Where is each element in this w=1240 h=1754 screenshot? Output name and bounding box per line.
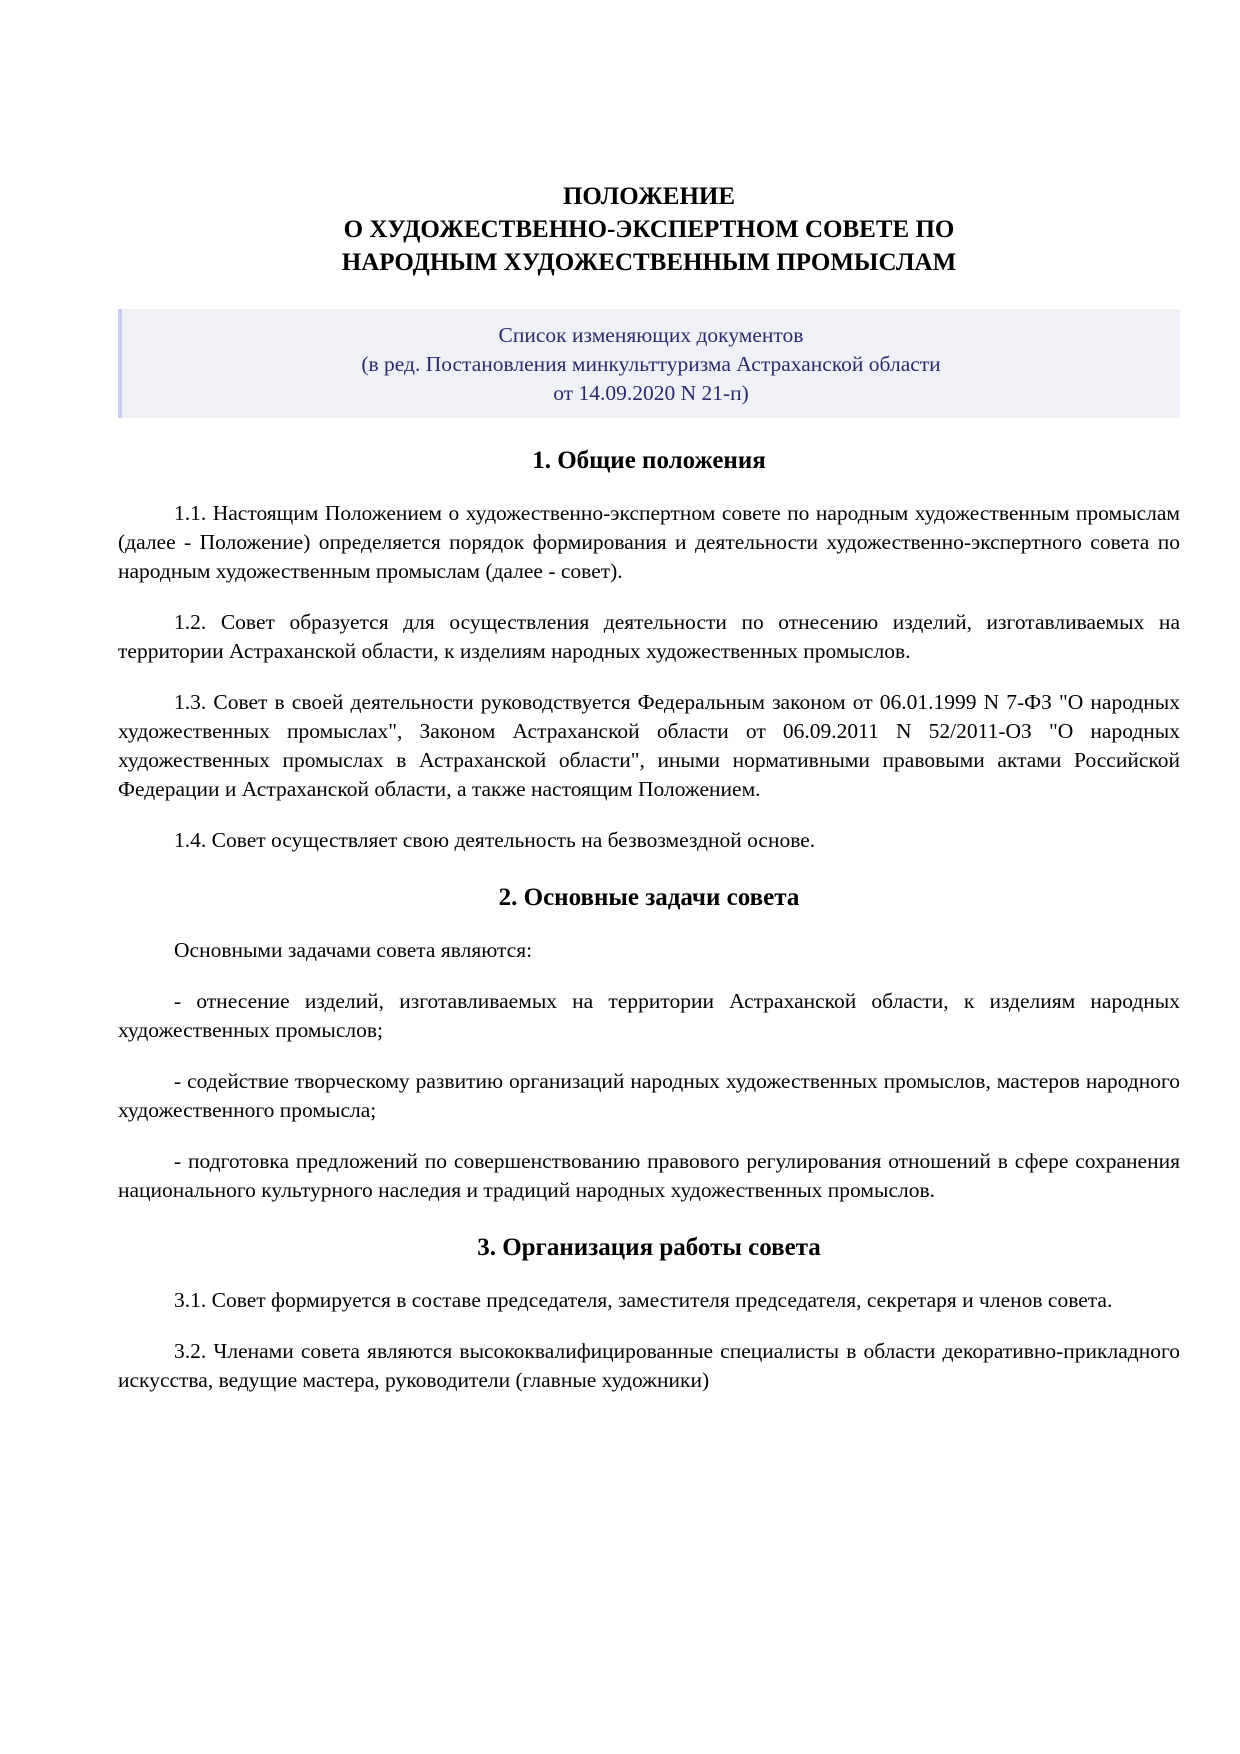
paragraph: 1.2. Совет образуется для осуществления деятельности по отнесению изделий, изготавливаемых на территории Астраханской области, к изделиям народных художественных промыслов.: [118, 610, 1180, 663]
paragraph: 1.4. Совет осуществляет свою деятельность на безвозмездной основе.: [174, 828, 816, 852]
paragraph: 3.1. Совет формируется в составе председателя, заместителя председателя, секретаря и членов совета.: [174, 1288, 1113, 1312]
title-line: О ХУДОЖЕСТВЕННО-ЭКСПЕРТНОМ СОВЕТЕ ПО: [343, 216, 955, 243]
changes-line: от 14.09.2020 N 21-п): [553, 381, 749, 405]
title-line: НАРОДНЫМ ХУДОЖЕСТВЕННЫМ ПРОМЫСЛАМ: [341, 249, 957, 276]
title-line: ПОЛОЖЕНИЕ: [562, 183, 736, 210]
changes-line: Список изменяющих документов: [498, 323, 804, 347]
document-title: [118, 180, 1180, 279]
section-heading: 3. Организация работы совета: [477, 1234, 821, 1261]
paragraph: 1.1. Настоящим Положением о художественно-экспертном совете по народным художественным промыслам (далее - Положение) определяется порядок формирования и деятельности художественно-экспертного совета по народным художественным промыслам (далее - совет).: [118, 501, 1180, 583]
changes-box: [118, 309, 1180, 418]
section-heading: 1. Общие положения: [532, 447, 766, 474]
paragraph: Основными задачами совета являются:: [174, 938, 533, 962]
paragraph: - подготовка предложений по совершенствованию правового регулирования отношений в сфере сохранения национального культурного наследия и традиций народных художественных промыслов.: [118, 1149, 1180, 1202]
paragraph: - содействие творческому развитию организаций народных художественных промыслов, мастеров народного художественного промысла;: [118, 1069, 1180, 1122]
paragraph: 1.3. Совет в своей деятельности руководствуется Федеральным законом от 06.01.1999 N 7-ФЗ "О народных художественных промыслах", Законом Астраханской области от 06.09.2011 N 52/2011-ОЗ "О народных художественных промыслах в Астраханской области", иными нормативными правовыми актами Российской Федерации и Астраханской области, а также настоящим Положением.: [118, 690, 1180, 801]
paragraph: - отнесение изделий, изготавливаемых на территории Астраханской области, к изделиям народных художественных промыслов;: [118, 989, 1180, 1042]
section-heading: 2. Основные задачи совета: [498, 884, 800, 911]
paragraph: 3.2. Членами совета являются высококвалифицированные специалисты в области декоративно-прикладного искусства, ведущие мастера, руководители (главные художники): [118, 1339, 1180, 1392]
changes-line: (в ред. Постановления минкульттуризма Астраханской области: [361, 352, 941, 376]
